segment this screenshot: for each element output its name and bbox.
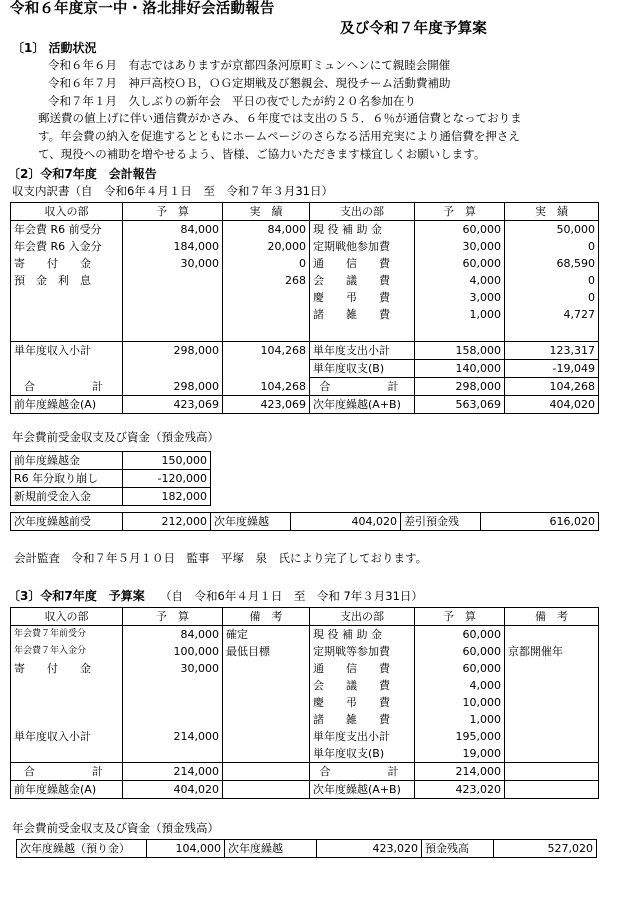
cell: 84,000 <box>123 626 223 644</box>
cell: 104,268 <box>223 378 310 396</box>
audit-note: 会計監査 令和７年５月１０日 監事 平塚 泉 氏により完了しております。 <box>14 551 428 565</box>
cell: 次年度繰越前受 <box>11 513 123 531</box>
cell: -120,000 <box>123 470 211 488</box>
cell: 通 信 費 <box>310 660 415 677</box>
cell: 次年度繰越（預り金） <box>17 840 147 858</box>
cell: 年会費 R6 前受分 <box>11 221 123 239</box>
cell: 合 計 <box>310 763 415 781</box>
activity-paragraph-line: 郵送費の値上げに伴い通信費がかさみ、６年度では支出の５５．６％が通信費となっておりま <box>38 111 522 125</box>
cell: 預 金 利 息 <box>11 272 123 289</box>
table-row <box>11 272 599 289</box>
cell: 19,000 <box>415 745 505 763</box>
cell: 4,000 <box>415 272 505 289</box>
cell <box>123 306 223 323</box>
cell: 158,000 <box>415 342 505 360</box>
column-header: 予 算 <box>415 203 505 221</box>
cell <box>223 360 310 378</box>
cell: 268 <box>223 272 310 289</box>
cell: 京都開催年 <box>505 643 599 660</box>
budget-table <box>10 607 599 799</box>
table-header-row <box>11 608 599 626</box>
cell: 単年度支出小計 <box>310 728 415 745</box>
cell: 10,000 <box>415 694 505 711</box>
cell: 212,000 <box>123 513 211 531</box>
balance-row-table <box>10 512 599 531</box>
cell: 423,069 <box>123 396 223 414</box>
cell <box>505 677 599 694</box>
cell: 0 <box>505 289 599 306</box>
cell: 298,000 <box>123 342 223 360</box>
section1-heading: 〔1〕 活動状況 <box>12 41 97 55</box>
cell: 60,000 <box>415 221 505 239</box>
cell: 404,020 <box>123 781 223 799</box>
cell <box>11 745 123 763</box>
cell: 合 計 <box>11 763 123 781</box>
table-header-row <box>11 203 599 221</box>
cell: 195,000 <box>415 728 505 745</box>
cell <box>223 289 310 306</box>
cell: 214,000 <box>415 763 505 781</box>
cell <box>11 360 123 378</box>
cell <box>11 711 123 728</box>
cell <box>123 745 223 763</box>
cell: 84,000 <box>223 221 310 239</box>
table-row <box>11 513 599 531</box>
cell: 1,000 <box>415 306 505 323</box>
cell: 0 <box>505 272 599 289</box>
cell: 214,000 <box>123 728 223 745</box>
carry-row <box>11 396 599 414</box>
total-row <box>11 763 599 781</box>
cell <box>11 694 123 711</box>
cell: 諸 雑 費 <box>310 711 415 728</box>
cell: 0 <box>505 238 599 255</box>
cell <box>223 763 310 781</box>
cell: 1,000 <box>415 711 505 728</box>
section2-heading: 〔2〕令和7年度 会計報告 <box>8 167 157 181</box>
cell <box>223 728 310 745</box>
cell: 298,000 <box>415 378 505 396</box>
cell: 104,268 <box>223 342 310 360</box>
budget-prepaid-heading: 年会費前受金収支及び資金（預金残高） <box>12 821 219 835</box>
cell: 年会費７年前受分 <box>11 626 123 644</box>
cell: 差引預金残 <box>401 513 481 531</box>
cell: 298,000 <box>123 378 223 396</box>
table-row <box>11 660 599 677</box>
cell: 60,000 <box>415 626 505 644</box>
cell: 60,000 <box>415 255 505 272</box>
cell: 404,020 <box>291 513 401 531</box>
subtotal-row <box>11 342 599 360</box>
cell: 寄 付 金 <box>11 660 123 677</box>
cell: 30,000 <box>123 255 223 272</box>
cell: 68,590 <box>505 255 599 272</box>
cell: 4,000 <box>415 677 505 694</box>
report-title: 令和６年度京一中・洛北排好会活動報告 <box>10 1 275 17</box>
report-subtitle: 及び令和７年度予算案 <box>340 21 487 37</box>
column-header: 収入の部 <box>11 203 123 221</box>
column-header: 予 算 <box>123 203 223 221</box>
cell: 通 信 費 <box>310 255 415 272</box>
cell <box>505 781 599 799</box>
column-header: 支出の部 <box>310 608 415 626</box>
cell: 123,317 <box>505 342 599 360</box>
cell: 30,000 <box>415 238 505 255</box>
table-row <box>11 452 211 470</box>
section3-period: （自 令和6年４月１日 至 令和 7年３月31日） <box>160 589 423 603</box>
cell: 104,000 <box>147 840 225 858</box>
cell <box>505 626 599 644</box>
cell: 慶 弔 費 <box>310 694 415 711</box>
prepaid-heading: 年会費前受金収支及び資金（預金残高） <box>12 430 219 444</box>
cell: 140,000 <box>415 360 505 378</box>
table-row <box>11 470 211 488</box>
table-row <box>11 221 599 239</box>
table-row <box>11 255 599 272</box>
prepaid-table <box>10 451 211 506</box>
column-header: 予 算 <box>415 608 505 626</box>
table-row <box>11 643 599 660</box>
cell: 0 <box>223 255 310 272</box>
cell: 214,000 <box>123 763 223 781</box>
cell <box>123 677 223 694</box>
cell: 現 役 補 助 金 <box>310 221 415 239</box>
cell: 単年度収入小計 <box>11 342 123 360</box>
cell: 次年度繰越 <box>225 840 317 858</box>
cell: 年会費 R6 入金分 <box>11 238 123 255</box>
cell: R6 年分取り崩し <box>11 470 123 488</box>
cell <box>505 728 599 745</box>
table-row <box>11 626 599 644</box>
cell: 616,020 <box>481 513 599 531</box>
cell: -19,049 <box>505 360 599 378</box>
cell: 合 計 <box>310 378 415 396</box>
cell: 確定 <box>223 626 310 644</box>
cell: 423,020 <box>317 840 422 858</box>
cell <box>505 694 599 711</box>
cell: 年会費７年入金分 <box>11 643 123 660</box>
cell <box>11 289 123 306</box>
cell: 慶 弔 費 <box>310 289 415 306</box>
cell: 30,000 <box>123 660 223 677</box>
cell <box>223 306 310 323</box>
column-header: 実 績 <box>505 203 599 221</box>
activity-item: 令和６年７月 神戸高校ＯＢ，ＯＧ定期戦及び懇親会、現役チーム活動費補助 <box>48 76 451 90</box>
cell: 150,000 <box>123 452 211 470</box>
table-row <box>11 694 599 711</box>
cell: 20,000 <box>223 238 310 255</box>
section2-subheading: 収支内訳書（自 令和6年４月１日 至 令和７年３月31日） <box>12 184 333 198</box>
cell: 527,020 <box>494 840 597 858</box>
cell: 単年度支出小計 <box>310 342 415 360</box>
column-header: 備 考 <box>505 608 599 626</box>
cell: 会 議 費 <box>310 272 415 289</box>
cell: 前年度繰越金(A) <box>11 396 123 414</box>
cell: 寄 付 金 <box>11 255 123 272</box>
table-row <box>11 289 599 306</box>
table-row <box>11 677 599 694</box>
cell: 50,000 <box>505 221 599 239</box>
cell: 単年度収支(B) <box>310 360 415 378</box>
cell: 104,268 <box>505 378 599 396</box>
cell: 184,000 <box>123 238 223 255</box>
total-row <box>11 378 599 396</box>
cell <box>223 711 310 728</box>
cell: 423,069 <box>223 396 310 414</box>
cell: 3,000 <box>415 289 505 306</box>
cell: 預金残高 <box>422 840 494 858</box>
cell: 次年度繰越 <box>211 513 291 531</box>
cell: 404,020 <box>505 396 599 414</box>
table-row <box>11 488 211 506</box>
activity-paragraph-line: て、現役への補助を増やせるよう、皆様、ご協力いただきます様宜しくお願いします。 <box>38 147 486 161</box>
section3-heading: 〔3〕令和7年度 予算案 <box>8 589 145 603</box>
cell: 定期戦他参加費 <box>310 238 415 255</box>
table-row <box>11 745 599 763</box>
cell: 最低目標 <box>223 643 310 660</box>
income-expense-table <box>10 202 599 414</box>
carry-row <box>11 781 599 799</box>
cell <box>123 694 223 711</box>
cell: 84,000 <box>123 221 223 239</box>
cell <box>123 289 223 306</box>
cell <box>11 306 123 323</box>
cell: 前年度繰越金 <box>11 452 123 470</box>
cell: 100,000 <box>123 643 223 660</box>
cell <box>505 745 599 763</box>
cell <box>223 660 310 677</box>
activity-item: 令和６年６月 有志ではありますが京都四条河原町ミュンヘンにて親睦会開催 <box>48 58 451 72</box>
column-header: 予 算 <box>123 608 223 626</box>
cell: 合 計 <box>11 378 123 396</box>
cell <box>123 711 223 728</box>
activity-paragraph-line: す。年会費の納入を促進するとともにホームページのさらなる活用充実により通信費を押さえ <box>38 129 520 143</box>
table-row <box>17 840 597 858</box>
cell: 60,000 <box>415 643 505 660</box>
cell <box>505 711 599 728</box>
cell <box>123 360 223 378</box>
cell: 定期戦等参加費 <box>310 643 415 660</box>
cell: 現 役 補 助 金 <box>310 626 415 644</box>
cell: 182,000 <box>123 488 211 506</box>
column-header: 支出の部 <box>310 203 415 221</box>
cell <box>11 677 123 694</box>
cell <box>223 781 310 799</box>
spacer-row <box>11 323 599 342</box>
cell: 60,000 <box>415 660 505 677</box>
cell: 前年度繰越金(A) <box>11 781 123 799</box>
cell: 新規前受金入金 <box>11 488 123 506</box>
table-row <box>11 238 599 255</box>
cell: 会 議 費 <box>310 677 415 694</box>
cell <box>123 272 223 289</box>
cell: 563,069 <box>415 396 505 414</box>
column-header: 収入の部 <box>11 608 123 626</box>
cell: 423,020 <box>415 781 505 799</box>
cell: 次年度繰越(A+B) <box>310 781 415 799</box>
cell <box>223 694 310 711</box>
column-header: 備 考 <box>223 608 310 626</box>
cell: 諸 雑 費 <box>310 306 415 323</box>
cell: 次年度繰越(A+B) <box>310 396 415 414</box>
activity-item: 令和７年１月 久しぶりの新年会 平日の夜でしたが約２０名参加在り <box>48 94 416 108</box>
cell: 単年度収支(B) <box>310 745 415 763</box>
cell: 単年度収入小計 <box>11 728 123 745</box>
table-row <box>11 306 599 323</box>
column-header: 実 績 <box>223 203 310 221</box>
cell <box>223 677 310 694</box>
budget-balance-table <box>16 839 597 858</box>
cell <box>505 763 599 781</box>
cell <box>223 745 310 763</box>
cell: 4,727 <box>505 306 599 323</box>
table-row <box>11 711 599 728</box>
cell <box>505 660 599 677</box>
table-row <box>11 728 599 745</box>
subtotal-row <box>11 360 599 378</box>
